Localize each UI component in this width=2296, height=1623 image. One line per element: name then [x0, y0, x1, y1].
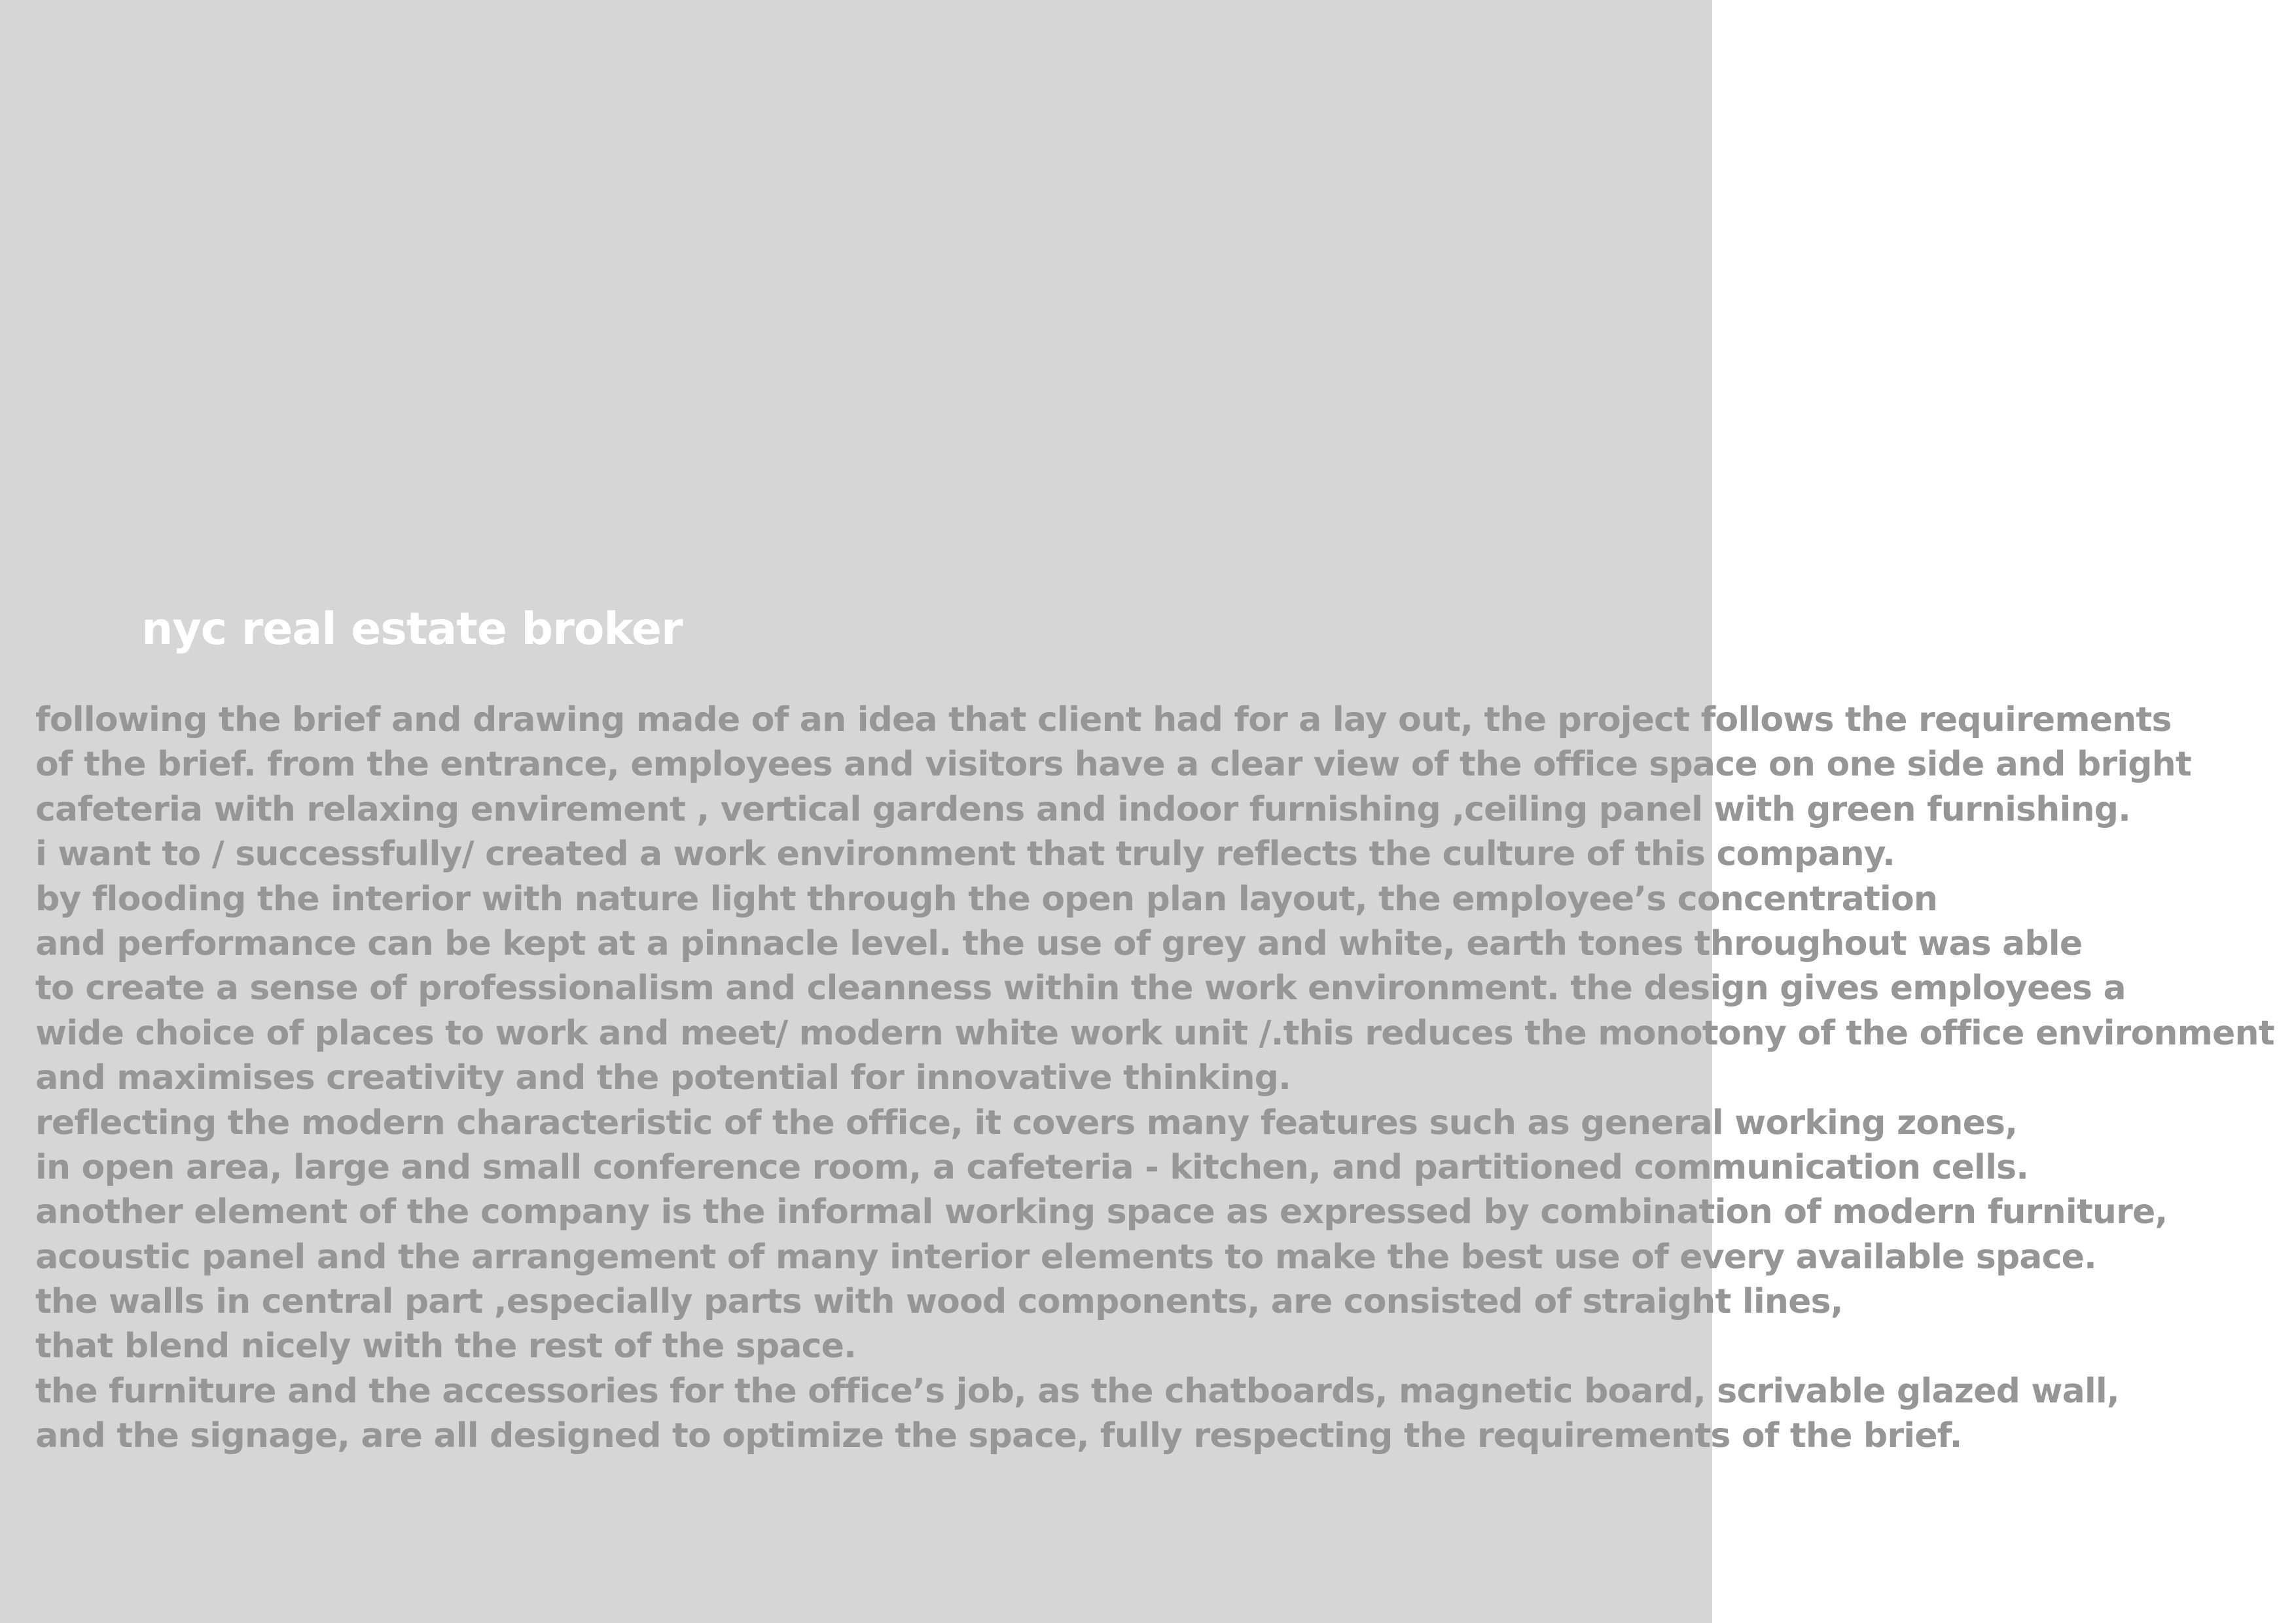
text-line: the furniture and the accessories for the office’s job, as the chatboards, magnetic board, scrivable glazed wall, — [35, 1371, 2119, 1411]
text-line: to create a sense of professionalism and cleanness within the work environment. the design gives employees a — [35, 969, 2126, 1008]
text-line: wide choice of places to work and meet/ modern white work unit /.this reduces the monotony of the office environment — [35, 1013, 2274, 1053]
text-line: reflecting the modern characteristic of the office, it covers many features such as general working zones, — [35, 1103, 2018, 1143]
text-line: and maximises creativity and the potential for innovative thinking. — [35, 1058, 1291, 1098]
text-line: by flooding the interior with nature light through the open plan layout, the employee’s concentration — [35, 879, 1938, 919]
text-line: following the brief and drawing made of an idea that client had for a lay out, the project follows the requirements — [35, 700, 2172, 740]
text-line: that blend nicely with the rest of the space. — [35, 1327, 857, 1366]
page-title: nyc real estate broker — [141, 603, 683, 655]
text-line: in open area, large and small conference room, a cafeteria - kitchen, and partitioned communication cells. — [35, 1147, 2029, 1187]
text-line: acoustic panel and the arrangement of many interior elements to make the best use of every available space. — [35, 1237, 2097, 1277]
text-line: and the signage, are all designed to optimize the space, fully respecting the requirements of the brief. — [35, 1416, 1962, 1456]
text-line: another element of the company is the informal working space as expressed by combination of modern furniture, — [35, 1192, 2168, 1232]
text-line: the walls in central part ,especially parts with wood components, are consisted of straight lines, — [35, 1282, 1843, 1322]
text-line: i want to / successfully/ created a work environment that truly reflects the culture of this company. — [35, 834, 1895, 874]
text-line: cafeteria with relaxing envirement , vertical gardens and indoor furnishing ,ceiling panel with green furnishing. — [35, 789, 2131, 829]
text-line: of the brief. from the entrance, employees and visitors have a clear view of the office space on one side and bright — [35, 745, 2191, 785]
description-text-block — [35, 698, 2274, 1459]
text-line: and performance can be kept at a pinnacle level. the use of grey and white, earth tones throughout was able — [35, 923, 2083, 963]
